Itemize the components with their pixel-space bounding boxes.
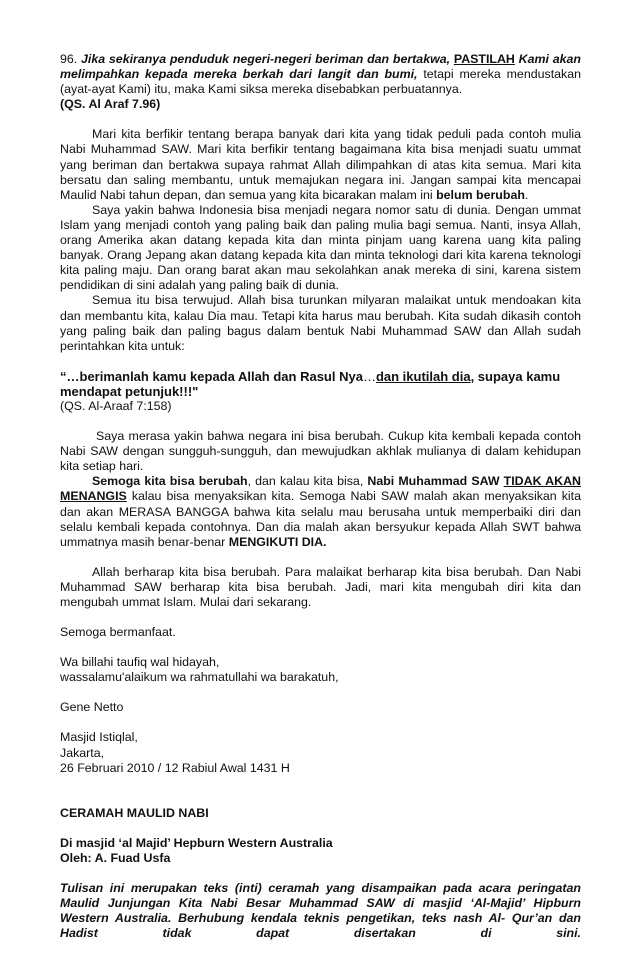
author-name: Gene Netto	[60, 700, 124, 715]
section-intro: Tulisan ini merupakan teks (inti) ceramah yang disampaikan pada acara peringatan Maulid Junjungan Kita Nabi Besar Muhammad SAW di masjid ‘Al-Majid’ Hipburn Western Australia. Berhubung kendala teknis pengetikan, teks nash Al- Qur’an dan Hadist tidak dapat disertakan di sini.	[60, 881, 581, 941]
verse-text-1: Jika sekiranya penduduk negeri-negeri beriman dan bertakwa,	[81, 52, 451, 66]
paragraph-indonesia: Saya yakin bahwa Indonesia bisa menjadi negara nomor satu di dunia. Dengan ummat Islam yang menjadi contoh yang paling baik dan paling mulia bagi semua. Nanti, insya Allah, orang Amerika akan datang kepada kita dan minta pinjam uang karena uang kita paling banyak. Orang Jepang akan datang kepada kita dan minta teknologi dari kita karena teknologi kita paling maju. Dan orang barat akan mau sekolahkan anak mereka di sini, karena sistem pendidikan di sini adalah yang paling baik di dunia.	[60, 202, 581, 293]
verse-text-3: tetapi mereka mendustakan (ayat-ayat Kami) itu, maka Kami siksa mereka disebabkan perbuatannya.	[60, 67, 582, 97]
hope-not-cry: TIDAK AKAN MENANGIS	[60, 474, 581, 504]
section-venue: Di masjid ‘al Majid’ Hepburn Western Australia	[60, 835, 333, 850]
paragraph-hope	[60, 474, 581, 549]
place-line-2: Jakarta,	[60, 745, 105, 760]
quote-reference: (QS. Al-Araaf 7:158)	[60, 398, 172, 413]
hope-text-2: kalau bisa menyaksikan kita. Semoga Nabi SAW malah akan menyaksikan kita dan akan MERASA BANGGA bahwa kita selalu mau berusaha untuk memperbaiki diri dan selalu kembali kepada contohnya. Dan dia malah akan bersyukur kepada Allah SWT bahwa ummatnya masih benar-benar	[60, 489, 581, 549]
closing-line-2: wassalamu'alaikum wa rahmatullahi wa barakatuh,	[60, 670, 339, 685]
closing-wish: Semoga bermanfaat.	[60, 625, 176, 640]
verse-emphasis: PASTILAH	[453, 52, 515, 66]
hope-follow: MENGIKUTI DIA.	[228, 534, 327, 549]
quote-part-1: “…berimanlah kamu kepada Allah dan Rasul Nya	[60, 368, 363, 384]
section-author: Oleh: A. Fuad Usfa	[60, 850, 171, 865]
verse-translation	[60, 52, 581, 97]
quote-underlined: dan ikutilah dia	[375, 368, 471, 384]
verse-reference: (QS. Al Araf 7.96)	[60, 97, 161, 112]
paragraph-reflection-text: Mari kita berfikir tentang berapa banyak dari kita yang tidak peduli pada contoh mulia Nabi Muhammad SAW. Mari kita berfikir tentang bagaimana kita bisa menjadi suatu ummat yang beriman dan bertakwa supaya rahmat Allah dilimpahkan di atas kita semua. Mari kita bersatu dan saling membantu, untuk memajukan negara ini. Jangan sampai kita mencapai Maulid Nabi tahun depan, dan semua yang kita bicarakan malam ini	[60, 127, 581, 202]
quran-quote	[60, 369, 581, 399]
paragraph-belief: Saya merasa yakin bahwa negara ini bisa berubah. Cukup kita kembali kepada contoh Nabi SAW dengan sungguh-sungguh, dan mewujudkan akhlak mulianya di dalam kehidupan kita setiap hari.	[60, 429, 581, 474]
verse-text-2: Kami akan melimpahkan kepada mereka berkah dari langit dan bumi,	[60, 52, 581, 82]
hope-text-1: , dan kalau kita bisa,	[247, 474, 364, 489]
place-line-1: Masjid Istiqlal,	[60, 730, 138, 745]
paragraph-change: Semua itu bisa terwujud. Allah bisa turunkan milyaran malaikat untuk mendoakan kita dan membantu kita, kalau Dia mau. Tetapi kita harus mau berubah. Kita sudah dikasih contoh yang paling baik dan paling bagus dalam bentuk Nabi Muhammad SAW dan Allah sudah perintahkan kita untuk:	[60, 293, 581, 353]
hope-emphasis: Semoga kita bisa berubah	[92, 474, 248, 489]
paragraph-reflection-emphasis: belum berubah	[436, 187, 525, 202]
verse-number: 96.	[60, 52, 78, 66]
paragraph-allah-hopes: Allah berharap kita bisa berubah. Para malaikat berharap kita bisa berubah. Dan Nabi Muhammad SAW berharap kita bisa berubah. Jadi, mari kita mengubah diri kita dan mengubah ummat Islam. Mulai dari sekarang.	[60, 564, 581, 609]
quote-ellipsis: …	[362, 368, 376, 384]
document-date: 26 Februari 2010 / 12 Rabiul Awal 1431 H	[60, 760, 290, 775]
hope-prophet: Nabi Muhammad SAW	[367, 474, 500, 489]
paragraph-reflection	[60, 127, 581, 202]
closing-line-1: Wa billahi taufiq wal hidayah,	[60, 655, 220, 670]
section-title: CERAMAH MAULID NABI	[60, 805, 209, 820]
quote-part-2: , supaya kamu mendapat petunjuk!!!"	[60, 368, 561, 399]
paragraph-reflection-end: .	[524, 187, 529, 202]
